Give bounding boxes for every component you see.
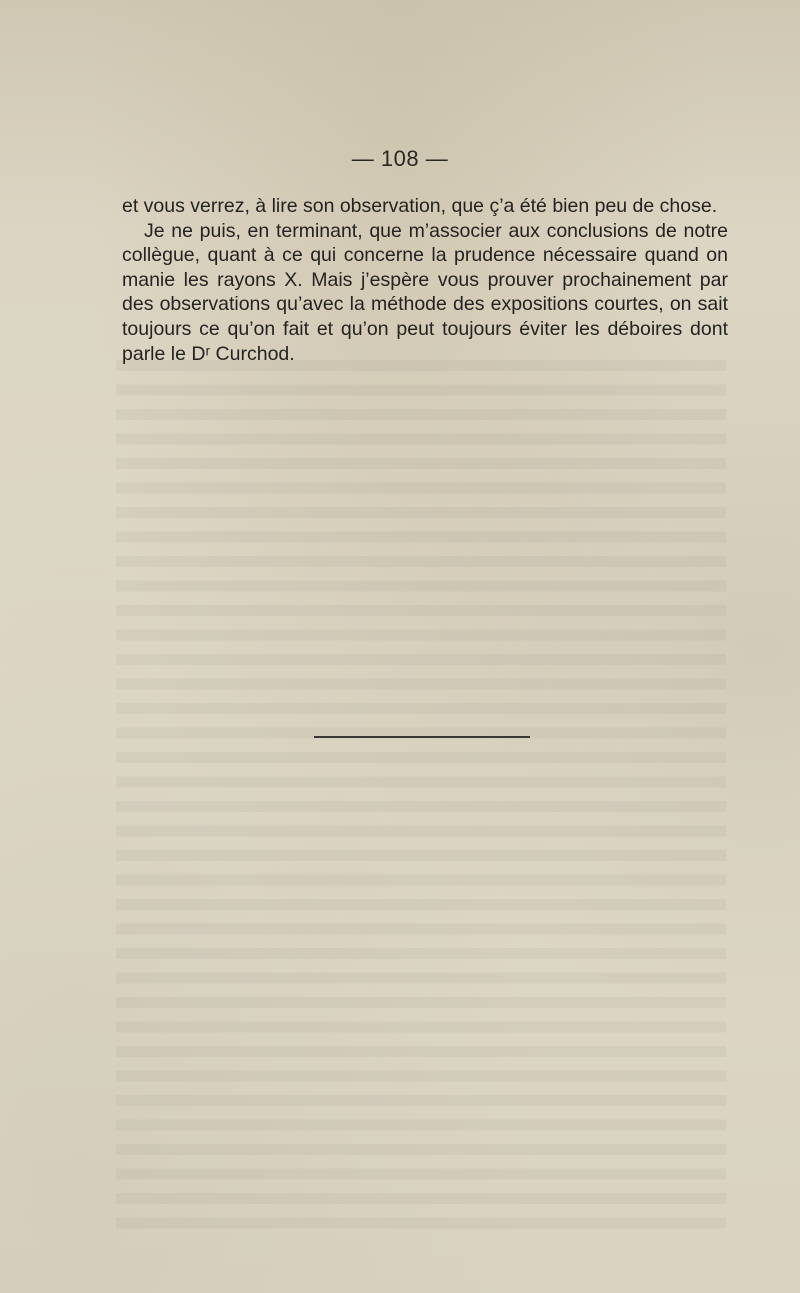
- page-number: — 108 —: [351, 146, 449, 171]
- paragraph: Je ne puis, en terminant, que m’associer aux conclusions de notre collègue, quant à ce qui concerne la prudence nécessaire quand on manie les rayons X. Mais j’espère vous prouver prochainement par des observations qu’avec la méthode des expositions courtes, on sait toujours ce qu’on fait et qu’on peut toujours éviter les déboires dont parle le Dʳ Curchod.: [122, 219, 728, 365]
- body-text: [122, 194, 728, 366]
- bleed-through-texture: [116, 360, 726, 1240]
- section-divider: [314, 736, 530, 738]
- paragraph: et vous verrez, à lire son observation, que ç’a été bien peu de chose.: [122, 195, 718, 217]
